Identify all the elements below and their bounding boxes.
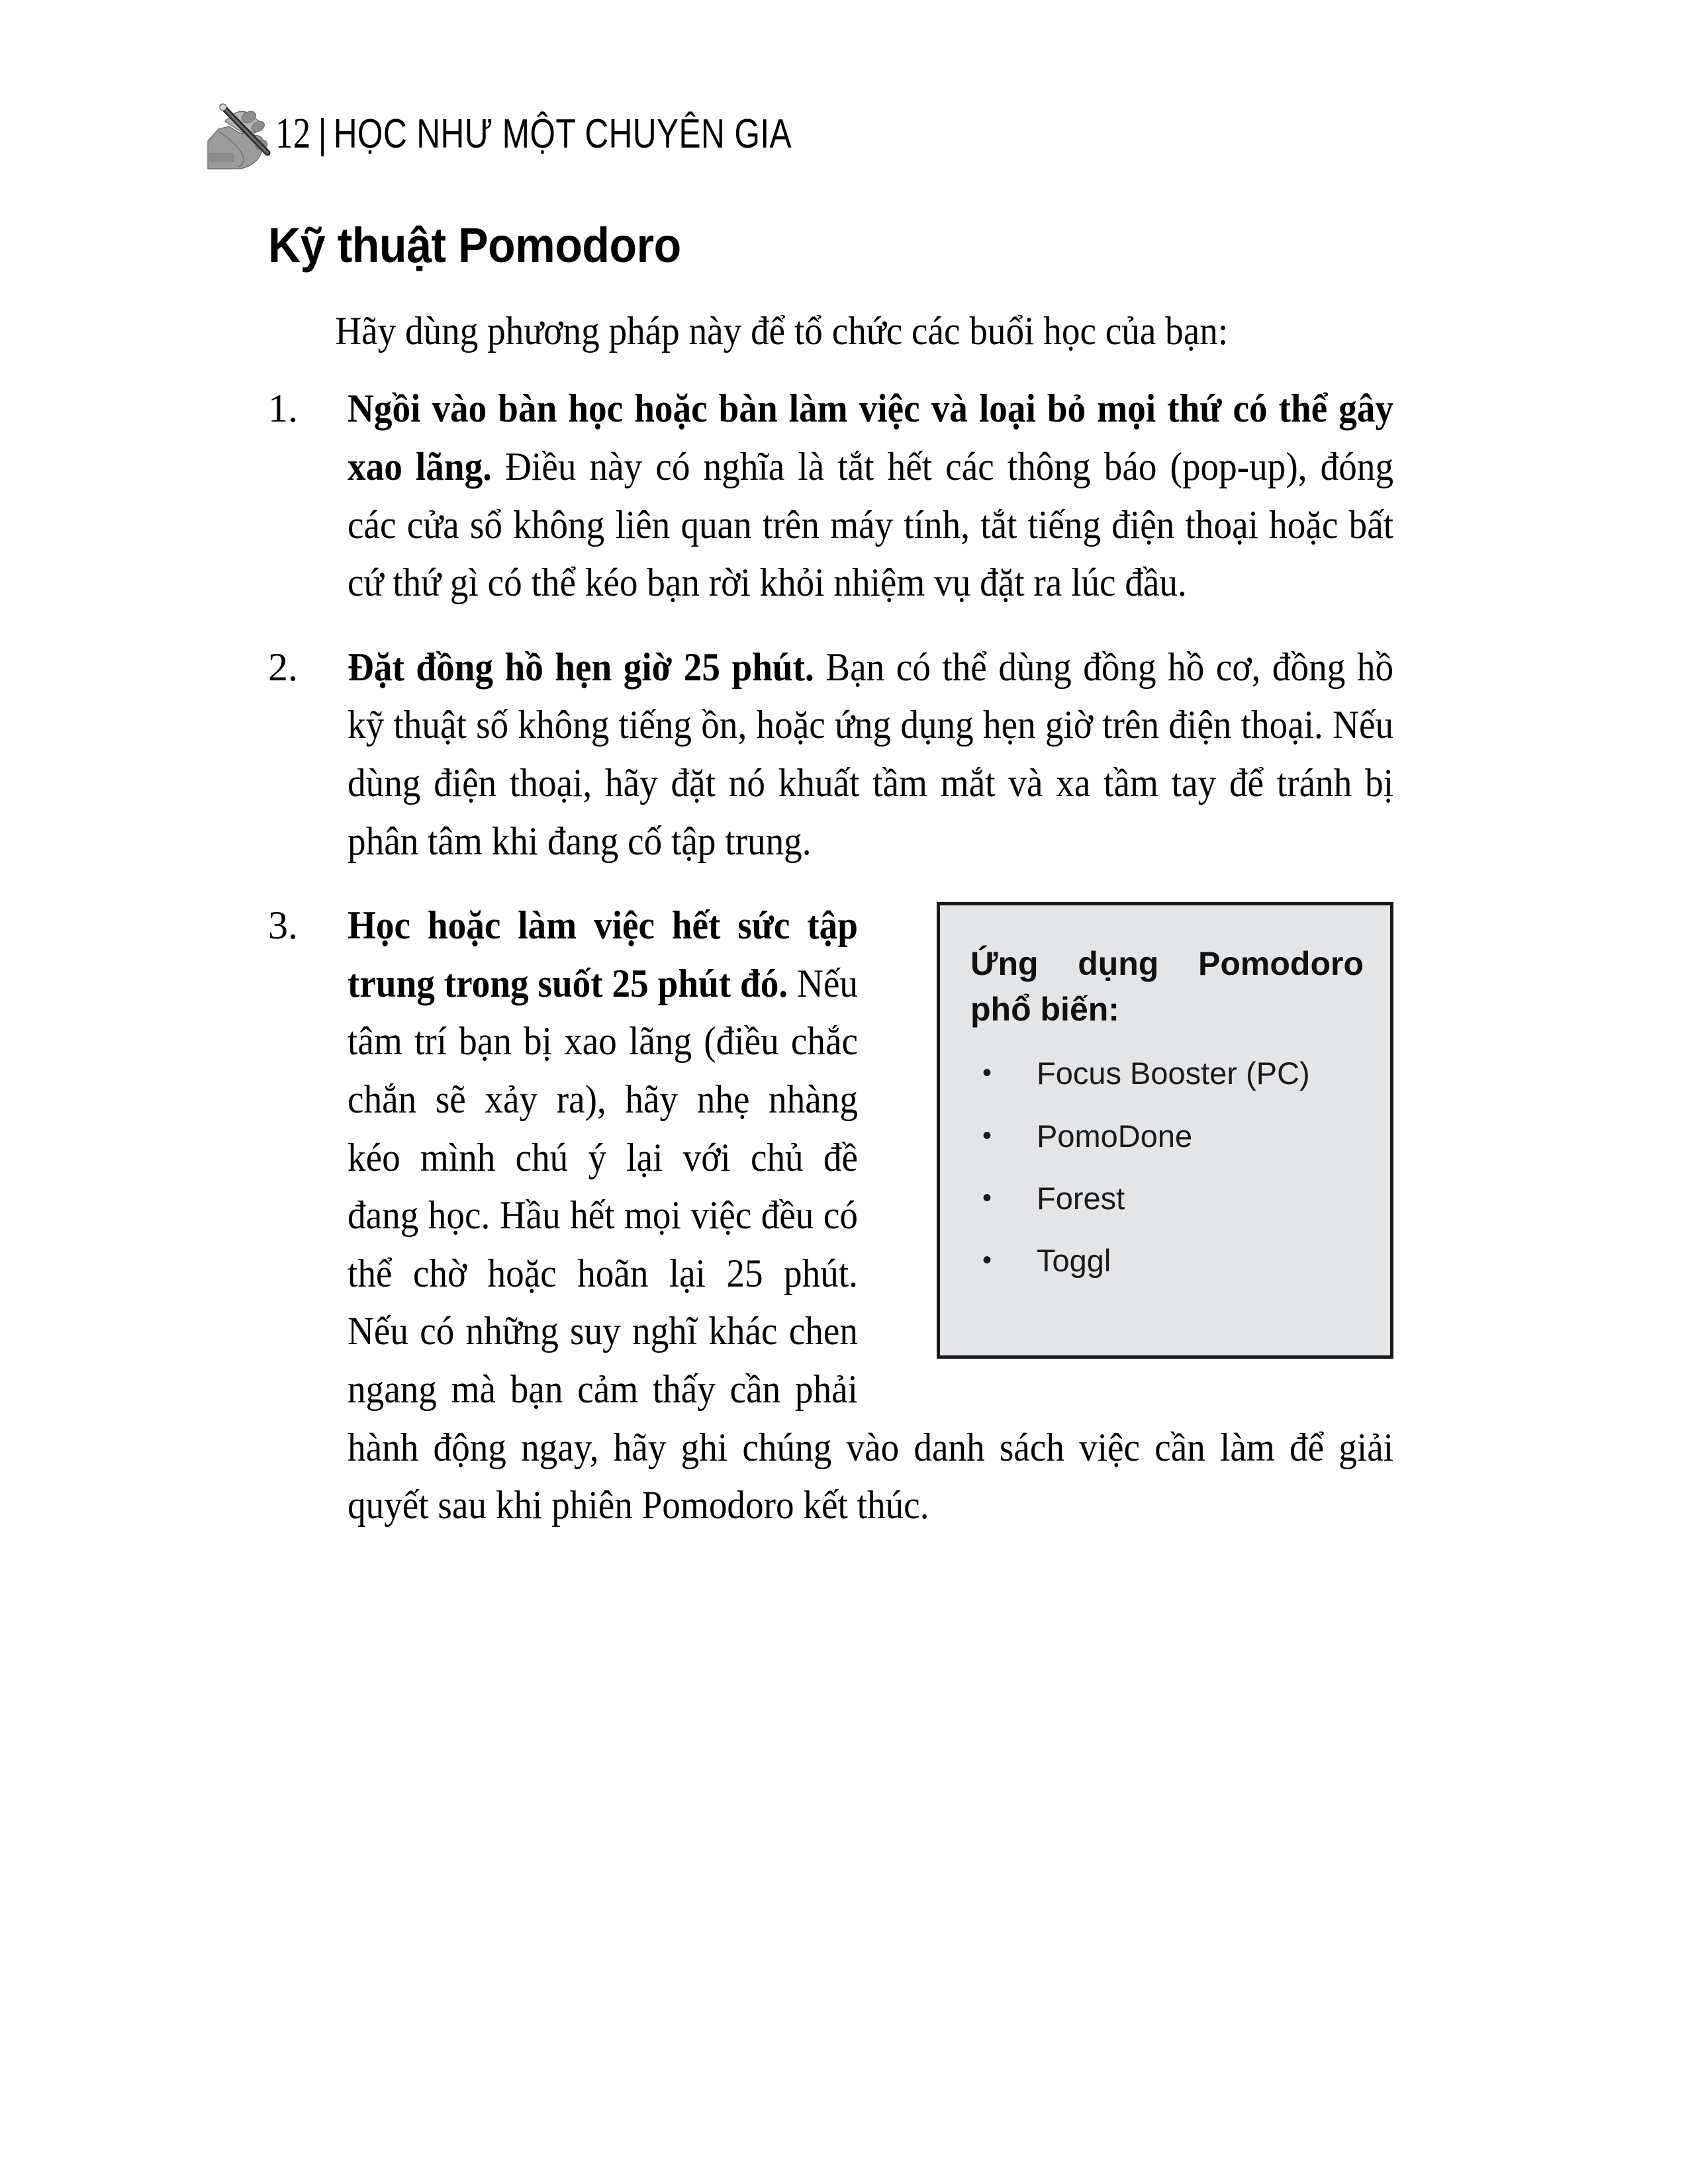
callout-item-label: Toggl (1037, 1243, 1111, 1279)
header-title-line (275, 109, 792, 158)
list-item-lead: Đặt đồng hồ hẹn giờ 25 phút. (348, 645, 814, 689)
running-header (199, 93, 1456, 172)
bullet-icon: • (982, 1120, 992, 1150)
page-title: Kỹ thuật Pomodoro (268, 218, 681, 273)
list-item (268, 380, 1393, 612)
bullet-icon: • (982, 1183, 992, 1212)
hand-holding-pencil-icon (199, 97, 271, 173)
callout-item-label: Focus Booster (PC) (1037, 1056, 1310, 1091)
list-item (268, 897, 1393, 1535)
callout-item-label: PomoDone (1037, 1118, 1193, 1154)
list-item-text (348, 380, 1393, 612)
list-item-body: Điều này có nghĩa là tắt hết các thông báo (pop-up), đóng các cửa sổ không liên quan trên máy tính, tắt tiếng điện thoại hoặc bất cứ thứ gì có thể kéo bạn rời khỏi nhiệm vụ đặt ra lúc đầu. (348, 445, 1394, 605)
list-item-text (348, 897, 1393, 1535)
callout-title: Ứng dụng Pomodoro phổ biến: (970, 945, 1364, 1028)
list-item-lead: Học hoặc làm việc hết sức tập trung trong suốt 25 phút đó. (348, 903, 858, 1005)
list-item-body: Bạn có thể dùng đồng hồ cơ, đồng hồ kỹ thuật số không tiếng ồn, hoặc ứng dụng hẹn giờ trên điện thoại. Nếu dùng điện thoại, hãy đặt nó khuất tầm mắt và xa tầm tay để tránh bị phân tâm khi đang cố tập trung. (348, 645, 1394, 863)
list-marker: 2. (268, 645, 298, 689)
list-marker: 1. (268, 387, 298, 431)
page-number: 12 (275, 109, 311, 158)
bullet-icon: • (982, 1058, 992, 1088)
list-marker: 3. (268, 903, 298, 948)
book-title: HỌC NHƯ MỘT CHUYÊN GIA (333, 111, 792, 157)
steps-list (268, 380, 1393, 1534)
list-item (268, 639, 1393, 870)
bullet-icon: • (982, 1246, 992, 1275)
header-separator: | (318, 111, 328, 157)
list-item-body: Nếu tâm trí bạn bị xao lãng (điều chắc chắn sẽ xảy ra), hãy nhẹ nhàng kéo mình chú ý lại với chủ đề đang học. Hầu hết mọi việc đều có thể chờ hoặc hoãn lại 25 phút. Nếu có những suy nghĩ khác chen ngang mà bạn cảm thấy cần phải hành động ngay, hãy ghi chúng vào danh sách việc cần làm để giải quyết sau khi phiên Pomodoro kết thúc. (348, 961, 1394, 1527)
content-column (268, 218, 1393, 1561)
intro-paragraph: Hãy dùng phương pháp này để tổ chức các buổi học của bạn: (335, 308, 1229, 353)
callout-item-label: Forest (1037, 1181, 1125, 1216)
list-item-lead: Ngồi vào bàn học hoặc bàn làm việc và loại bỏ mọi thứ có thể gây xao lãng. (348, 387, 1394, 489)
list-item-text (348, 639, 1393, 870)
